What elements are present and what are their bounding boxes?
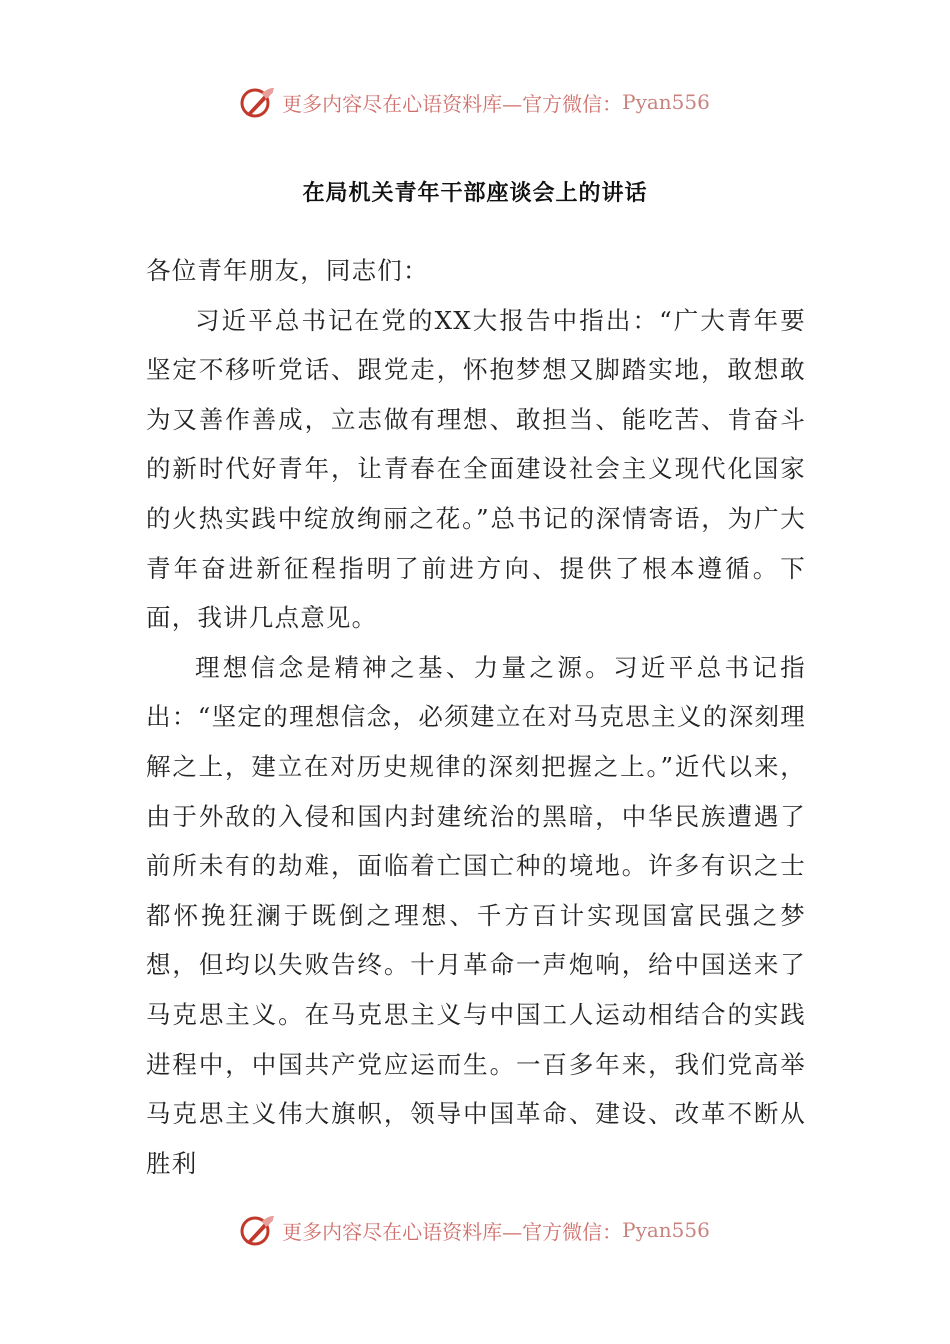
document-body <box>146 246 806 1188</box>
salutation: 各位青年朋友，同志们： <box>146 256 429 285</box>
paragraph: 理想信念是精神之基、力量之源。习近平总书记指出：“坚定的理想信念，必须建立在对马克思主义的深刻理解之上，建立在对历史规律的深刻把握之上。”近代以来，由于外敌的入侵和国内封建统治的黑暗，中华民族遭遇了前所未有的劫难，面临着亡国亡种的境地。许多有识之士都怀挽狂澜于既倒之理想、千方百计实现国富民强之梦想，但均以失败告终。十月革命一声炮响，给中国送来了马克思主义。在马克思主义与中国工人运动相结合的实践进程中，中国共产党应运而生。一百多年来，我们党高举马克思主义伟大旗帜，领导中国革命、建设、改革不断从胜利 <box>146 652 806 1178</box>
watermark-wechat-id: Pyan556 <box>622 90 710 114</box>
watermark-wechat-id: Pyan556 <box>622 1218 710 1242</box>
header-watermark <box>0 82 950 122</box>
quill-circle-icon <box>240 1213 276 1247</box>
paragraph: 习近平总书记在党的XX大报告中指出：“广大青年要坚定不移听党话、跟党走，怀抱梦想又脚踏实地，敢想敢为又善作善成，立志做有理想、敢担当、能吃苦、肯奋斗的新时代好青年，让青春在全面建设社会主义现代化国家的火热实践中绽放绚丽之花。”总书记的深情寄语，为广大青年奋进新征程指明了前进方向、提供了根本遵循。下面，我讲几点意见。 <box>146 305 806 633</box>
footer-watermark <box>0 1210 950 1250</box>
quill-circle-icon <box>240 85 276 119</box>
watermark-site-text: 更多内容尽在心语资料库—官方微信： <box>282 91 623 116</box>
watermark-site-text: 更多内容尽在心语资料库—官方微信： <box>282 1219 623 1244</box>
document-title: 在局机关青年干部座谈会上的讲话 <box>302 181 648 206</box>
